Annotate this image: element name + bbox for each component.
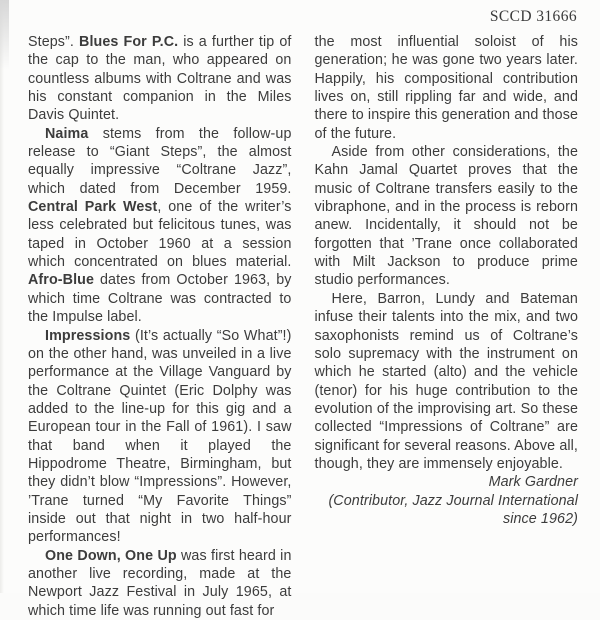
track-title: Impressions: [45, 327, 131, 344]
signature-author: [315, 473, 579, 491]
track-title: Naima: [45, 125, 89, 142]
body-text: , one of the writer’s less celebrated but felicitous tunes, was taped in October 1960 at a session which concentrated on blues material.: [28, 199, 292, 271]
body-text: Here, Barron, Lundy and Bateman infuse their talents into the mix, and two saxophonists remind us of Coltrane’s solo supremacy with the instrument on which he started (alto) and the vehicle (tenor) for his huge contribution to the evolution of the improvising art. So these collected “Impressions of Coltrane” are significant for several reasons. Above all, though, they are immensely enjoyable.: [314, 290, 578, 472]
body-text: Aside from other considerations, the Kahn Jamal Quartet proves that the music of Coltrane transfers easily to the vibraphone, and in the process is reborn anew. Incidentally, it should not be forgotten that ’Trane once collaborated with Milt Jackson to produce prime studio performances.: [314, 144, 578, 289]
scan-edge-shade-corner: [0, 0, 9, 70]
body-text: stems from the follow-up release to “Giant Steps”, the almost equally impressive “Coltrane Jazz”, which dated from December 1959.: [28, 125, 292, 197]
scan-edge-shade-left: [0, 0, 4, 593]
body-text: is a further tip of the cap to the man, who appeared on countless albums with Coltrane and was his constant companion in the Miles Davis Quintet.: [28, 34, 292, 124]
text-columns: [28, 33, 578, 620]
body-text: (Contributor, Jazz Journal International since 1962): [328, 492, 578, 527]
paragraph-naima: [28, 125, 292, 327]
body-text: (It’s actually “So What”!) on the other hand, was unveiled in a live performance at the Village Vanguard by the Coltrane Quintet (Eric Dolphy was added to the line-up for this gig and a European tour in the Fall of 1961). I saw that band when it played the Hippodrome Theatre, Birmingham, but they didn’t blow “Impressions”. However, ’Trane turned “My Favorite Things” inside out that night in two half-hour performances!: [28, 327, 292, 546]
text-column-right: [315, 33, 579, 620]
paragraph-barron-lundy-bateman: [315, 290, 579, 473]
paragraph-one-down-one-up: [28, 547, 292, 620]
signature-credit: [315, 492, 579, 529]
catalog-number: SCCD 31666: [489, 8, 577, 25]
body-text: the most influential soloist of his generation; he was gone two years later. Happily, his compositional contribution lives on, still rippling far and wide, and there to inspire this generation and those of the future.: [314, 34, 578, 142]
track-title: Afro-Blue: [28, 272, 95, 289]
track-title: Central Park West: [28, 199, 158, 216]
track-title: Blues For P.C.: [79, 34, 179, 50]
text-column-left: [28, 33, 292, 620]
paragraph-blues-for-pc: [28, 33, 292, 125]
paragraph-kahn-jamal: [315, 143, 579, 290]
body-text: dates from October 1963, by which time Coltrane was contracted to the Impulse label.: [28, 272, 292, 326]
body-text: Steps”.: [28, 34, 80, 50]
track-title: One Down, One Up: [45, 547, 177, 564]
paragraph-impressions: [28, 327, 292, 547]
body-text: Mark Gardner: [488, 474, 578, 491]
paragraph-influential-soloist: [315, 33, 579, 143]
body-text: was first heard in another live recording, made at the Newport Jazz Festival in July 1965, at which time life was running out fast for: [28, 547, 292, 619]
